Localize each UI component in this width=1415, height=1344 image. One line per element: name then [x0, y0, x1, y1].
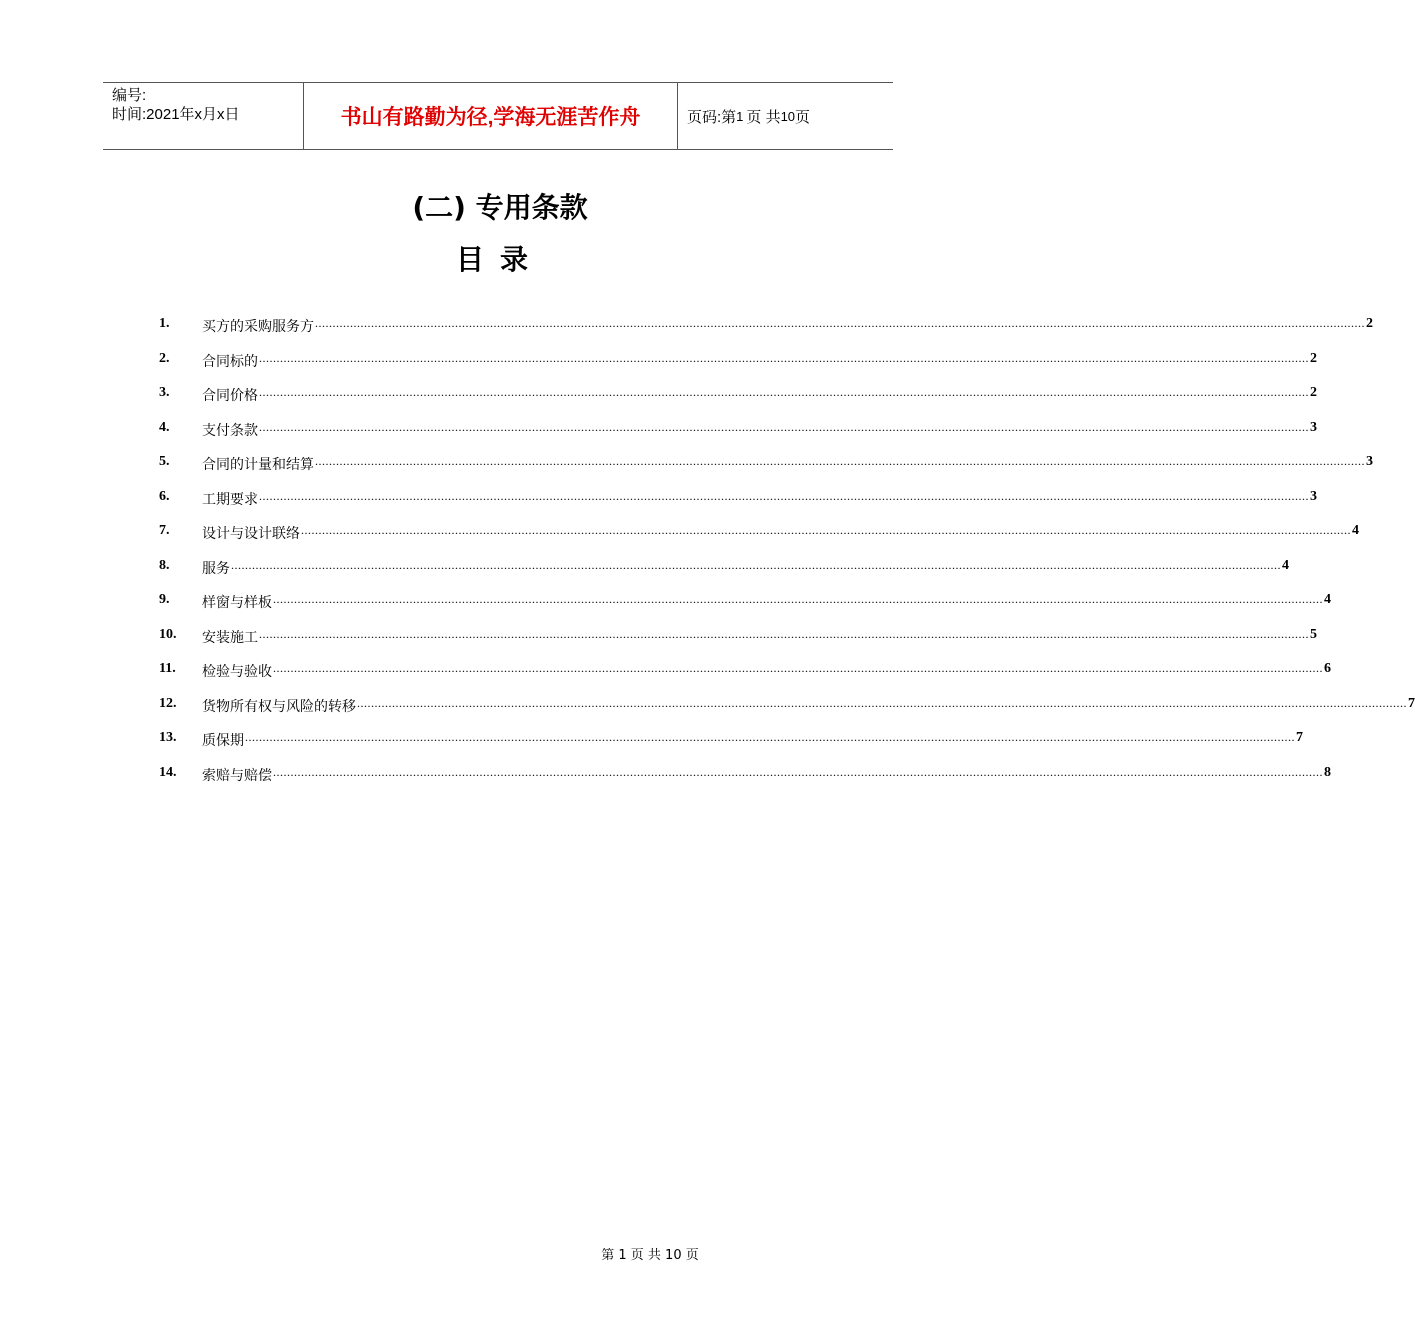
page-number: 1	[736, 108, 744, 124]
toc-dot-leader: ............................................................................................................................................................................................................................................................................................................	[245, 730, 1295, 744]
toc-entry-title: 索赔与赔偿	[202, 767, 272, 784]
toc-entry[interactable]	[159, 695, 1415, 731]
page-end-label: 页	[795, 108, 811, 126]
toc-dot-leader: ............................................................................................................................................................................................................................................................................................................	[357, 695, 1407, 710]
toc-entry-number: 1.	[159, 316, 170, 331]
toc-entry-page: 2	[1366, 316, 1373, 331]
header-page-cell	[678, 83, 893, 149]
toc-dot-leader: ............................................................................................................................................................................................................................................................................................................	[273, 592, 1323, 606]
toc-entry-title: 货物所有权与风险的转移	[202, 698, 356, 715]
toc-entry-page: 3	[1310, 419, 1317, 435]
table-of-contents	[159, 316, 1415, 799]
toc-entry-title: 合同的计量和结算	[202, 457, 314, 473]
toc-entry-title: 样窗与样板	[202, 595, 272, 611]
toc-entry[interactable]	[159, 488, 1317, 524]
toc-entry[interactable]	[159, 419, 1317, 455]
toc-entry-number: 5.	[159, 454, 170, 469]
document-number-label: 编号:	[112, 87, 147, 104]
toc-dot-leader: ............................................................................................................................................................................................................................................................................................................	[301, 523, 1351, 537]
toc-heading: 目录	[455, 243, 544, 276]
toc-entry-page: 7	[1408, 695, 1415, 711]
toc-dot-leader: ............................................................................................................................................................................................................................................................................................................	[259, 419, 1309, 434]
toc-entry[interactable]	[159, 661, 1331, 696]
toc-entry-page: 4	[1352, 523, 1359, 538]
toc-entry[interactable]	[159, 350, 1317, 386]
header-motto: 书山有路勤为径,学海无涯苦作舟	[340, 106, 641, 129]
toc-entry-title: 设计与设计联络	[202, 526, 300, 542]
toc-entry-title: 买方的采购服务方	[202, 319, 314, 335]
toc-dot-leader: ............................................................................................................................................................................................................................................................................................................	[231, 557, 1281, 572]
toc-entry-page: 7	[1296, 730, 1303, 745]
toc-entry-page: 4	[1282, 557, 1289, 573]
toc-dot-leader: ............................................................................................................................................................................................................................................................................................................	[273, 661, 1323, 675]
toc-dot-leader: ............................................................................................................................................................................................................................................................................................................	[315, 316, 1365, 330]
toc-dot-leader: ............................................................................................................................................................................................................................................................................................................	[259, 350, 1309, 365]
toc-entry-number: 4.	[159, 419, 170, 435]
toc-entry[interactable]	[159, 730, 1303, 765]
toc-entry[interactable]	[159, 592, 1331, 627]
toc-entry-title: 工期要求	[202, 491, 258, 508]
toc-entry[interactable]	[159, 454, 1373, 489]
toc-entry-number: 8.	[159, 557, 170, 573]
toc-entry[interactable]	[159, 764, 1331, 800]
document-header	[103, 82, 893, 150]
toc-entry-number: 7.	[159, 523, 170, 538]
toc-entry-number: 12.	[159, 695, 177, 711]
toc-entry-number: 6.	[159, 488, 170, 504]
toc-entry-number: 11.	[159, 661, 176, 676]
toc-entry[interactable]	[159, 385, 1317, 420]
toc-entry[interactable]	[159, 626, 1317, 662]
toc-entry-page: 2	[1310, 350, 1317, 366]
toc-entry-page: 2	[1310, 385, 1317, 400]
toc-dot-leader: ............................................................................................................................................................................................................................................................................................................	[259, 626, 1309, 641]
toc-entry-title: 合同价格	[202, 388, 258, 404]
page-footer: 第 1 页 共 10 页	[601, 1248, 699, 1263]
page-label: 页码:第	[687, 108, 737, 126]
toc-dot-leader: ............................................................................................................................................................................................................................................................................................................	[259, 385, 1309, 399]
toc-entry-number: 2.	[159, 350, 170, 366]
toc-entry-number: 3.	[159, 385, 170, 400]
toc-entry-title: 质保期	[202, 733, 244, 749]
toc-entry-page: 3	[1366, 454, 1373, 469]
toc-entry-number: 14.	[159, 764, 177, 780]
toc-entry-page: 4	[1324, 592, 1331, 607]
toc-entry-page: 8	[1324, 764, 1331, 780]
toc-entry-title: 检验与验收	[202, 664, 272, 680]
toc-entry[interactable]	[159, 316, 1373, 351]
page-mid-label: 页 共	[746, 108, 781, 126]
toc-entry-number: 10.	[159, 626, 177, 642]
header-motto-cell	[304, 83, 678, 149]
page-total: 10	[780, 108, 796, 124]
toc-entry[interactable]	[159, 557, 1289, 593]
toc-dot-leader: ............................................................................................................................................................................................................................................................................................................	[273, 764, 1323, 779]
toc-dot-leader: ............................................................................................................................................................................................................................................................................................................	[315, 454, 1365, 468]
toc-dot-leader: ............................................................................................................................................................................................................................................................................................................	[259, 488, 1309, 503]
toc-entry-title: 服务	[202, 560, 230, 577]
toc-entry[interactable]	[159, 523, 1359, 558]
toc-entry-page: 3	[1310, 488, 1317, 504]
header-meta	[103, 83, 304, 149]
toc-entry-page: 6	[1324, 661, 1331, 676]
toc-entry-title: 安装施工	[202, 629, 258, 646]
toc-entry-title: 合同标的	[202, 353, 258, 370]
toc-entry-number: 9.	[159, 592, 170, 607]
toc-entry-number: 13.	[159, 730, 177, 745]
document-time-label: 时间:2021年x月x日	[112, 106, 240, 123]
toc-entry-title: 支付条款	[202, 422, 258, 439]
section-title: (二) 专用条款	[412, 191, 588, 224]
toc-entry-page: 5	[1310, 626, 1317, 642]
